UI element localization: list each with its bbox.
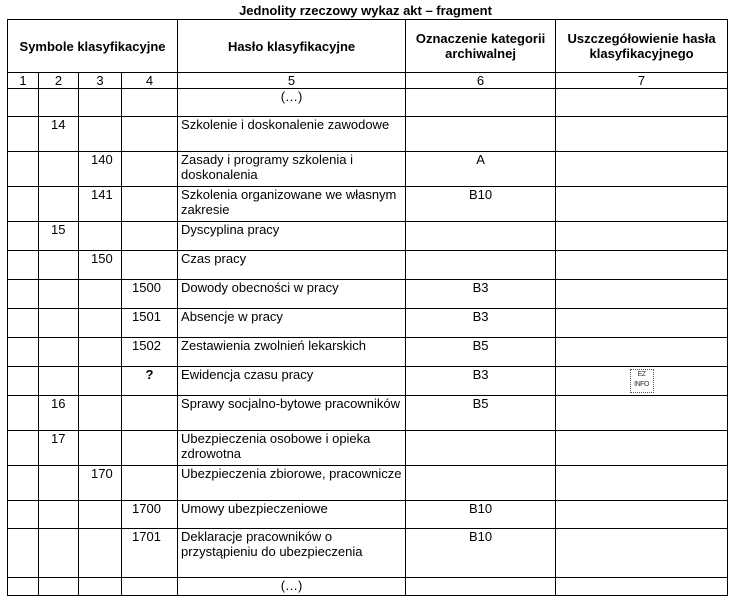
symbol-col3-cell — [79, 89, 122, 117]
symbol-col4-cell — [122, 396, 178, 431]
column-number: 1 — [8, 73, 39, 89]
symbol-col4-cell — [122, 117, 178, 152]
detail-cell — [556, 251, 728, 280]
symbol-col3-cell — [79, 222, 122, 251]
kategoria-cell — [406, 222, 556, 251]
symbol-col2-cell — [39, 89, 79, 117]
symbol-col1-cell — [8, 578, 39, 596]
symbol-col2-cell — [39, 152, 79, 187]
symbol-col4-cell: 1700 — [122, 501, 178, 529]
kategoria-cell: B10 — [406, 501, 556, 529]
ezinfo-icon: EZ INFO — [630, 369, 654, 393]
column-number-row — [8, 73, 728, 89]
symbol-col2-cell — [39, 251, 79, 280]
table-row — [8, 578, 728, 596]
header-kategoria: Oznaczenie kategorii archiwalnej — [406, 20, 556, 73]
table-row — [8, 251, 728, 280]
haslo-cell: Umowy ubezpieczeniowe — [178, 501, 406, 529]
symbol-col2-cell — [39, 501, 79, 529]
symbol-col4-cell — [122, 187, 178, 222]
symbol-col2-cell — [39, 338, 79, 367]
symbol-col3-cell — [79, 367, 122, 396]
symbol-col2-cell — [39, 280, 79, 309]
symbol-col1-cell — [8, 251, 39, 280]
table-row — [8, 529, 728, 578]
kategoria-cell: B10 — [406, 529, 556, 578]
table-row — [8, 367, 728, 396]
symbol-col4-cell: 1500 — [122, 280, 178, 309]
haslo-cell: Czas pracy — [178, 251, 406, 280]
haslo-cell: Deklaracje pracowników o przystąpieniu do ubezpieczenia — [178, 529, 406, 578]
kategoria-cell — [406, 578, 556, 596]
page-title: Jednolity rzeczowy wykaz akt – fragment — [239, 3, 492, 18]
symbol-col2-cell — [39, 367, 79, 396]
detail-cell — [556, 187, 728, 222]
symbol-col3-cell: 170 — [79, 466, 122, 501]
header-haslo: Hasło klasyfikacyjne — [178, 20, 406, 73]
symbol-col4-cell — [122, 578, 178, 596]
symbol-col3-cell — [79, 117, 122, 152]
column-number: 5 — [178, 73, 406, 89]
detail-cell — [556, 280, 728, 309]
table-row — [8, 501, 728, 529]
detail-cell — [556, 117, 728, 152]
symbol-col1-cell — [8, 89, 39, 117]
haslo-cell: Ubezpieczenia osobowe i opieka zdrowotna — [178, 431, 406, 466]
kategoria-cell: B3 — [406, 309, 556, 338]
table-row — [8, 466, 728, 501]
kategoria-cell: B3 — [406, 280, 556, 309]
symbol-col4-cell: 1502 — [122, 338, 178, 367]
symbol-col4-cell — [122, 222, 178, 251]
symbol-col4-cell — [122, 89, 178, 117]
symbol-col3-cell — [79, 578, 122, 596]
table-row — [8, 309, 728, 338]
table-row — [8, 222, 728, 251]
symbol-col1-cell — [8, 152, 39, 187]
symbol-col3-cell — [79, 338, 122, 367]
symbol-col4-cell: 1501 — [122, 309, 178, 338]
kategoria-cell: B5 — [406, 396, 556, 431]
symbol-col4-cell — [122, 251, 178, 280]
detail-cell — [556, 89, 728, 117]
haslo-cell: Ubezpieczenia zbiorowe, pracownicze — [178, 466, 406, 501]
column-number: 3 — [79, 73, 122, 89]
kategoria-cell — [406, 431, 556, 466]
symbol-col2-cell — [39, 578, 79, 596]
symbol-col1-cell — [8, 222, 39, 251]
header-uszczegolowienie: Uszczegółowienie hasła klasyfikacyjnego — [556, 20, 728, 73]
symbol-col2-cell: 14 — [39, 117, 79, 152]
symbol-col4-cell — [122, 431, 178, 466]
symbol-col3-cell — [79, 280, 122, 309]
symbol-col1-cell — [8, 338, 39, 367]
table-row — [8, 338, 728, 367]
haslo-cell: Szkolenie i doskonalenie zawodowe — [178, 117, 406, 152]
symbol-col1-cell — [8, 187, 39, 222]
column-number: 2 — [39, 73, 79, 89]
kategoria-cell — [406, 117, 556, 152]
haslo-cell: Absencje w pracy — [178, 309, 406, 338]
symbol-col2-cell: 15 — [39, 222, 79, 251]
haslo-cell: Zasady i programy szkolenia i doskonalenia — [178, 152, 406, 187]
detail-cell — [556, 501, 728, 529]
symbol-col3-cell — [79, 529, 122, 578]
symbol-col3-cell: 140 — [79, 152, 122, 187]
symbol-col4-cell: 1701 — [122, 529, 178, 578]
symbol-col1-cell — [8, 529, 39, 578]
symbol-col4-cell: ? — [122, 367, 178, 396]
haslo-cell: Zestawienia zwolnień lekarskich — [178, 338, 406, 367]
symbol-col2-cell — [39, 309, 79, 338]
symbol-col2-cell — [39, 529, 79, 578]
detail-cell — [556, 431, 728, 466]
kategoria-cell: A — [406, 152, 556, 187]
symbol-col1-cell — [8, 466, 39, 501]
detail-cell — [556, 309, 728, 338]
detail-cell — [556, 367, 728, 396]
haslo-cell: Ewidencja czasu pracy — [178, 367, 406, 396]
table-row — [8, 396, 728, 431]
symbol-col1-cell — [8, 280, 39, 309]
symbol-col3-cell — [79, 309, 122, 338]
kategoria-cell — [406, 251, 556, 280]
table-row — [8, 280, 728, 309]
detail-cell — [556, 222, 728, 251]
symbol-col1-cell — [8, 117, 39, 152]
detail-cell — [556, 578, 728, 596]
symbol-col1-cell — [8, 431, 39, 466]
symbol-col3-cell: 141 — [79, 187, 122, 222]
detail-cell — [556, 466, 728, 501]
table-row — [8, 187, 728, 222]
symbol-col3-cell: 150 — [79, 251, 122, 280]
column-number: 7 — [556, 73, 728, 89]
table-row — [8, 117, 728, 152]
classification-table — [7, 19, 728, 596]
haslo-cell: Dowody obecności w pracy — [178, 280, 406, 309]
kategoria-cell: B5 — [406, 338, 556, 367]
symbol-col2-cell: 16 — [39, 396, 79, 431]
detail-cell — [556, 338, 728, 367]
symbol-col2-cell: 17 — [39, 431, 79, 466]
kategoria-cell: B3 — [406, 367, 556, 396]
symbol-col4-cell — [122, 152, 178, 187]
symbol-col2-cell — [39, 466, 79, 501]
column-number: 4 — [122, 73, 178, 89]
symbol-col1-cell — [8, 396, 39, 431]
kategoria-cell — [406, 89, 556, 117]
symbol-col4-cell — [122, 466, 178, 501]
detail-cell — [556, 529, 728, 578]
symbol-col1-cell — [8, 501, 39, 529]
symbol-col2-cell — [39, 187, 79, 222]
symbol-col3-cell — [79, 431, 122, 466]
header-row — [8, 20, 728, 73]
haslo-cell: (…) — [178, 578, 406, 596]
symbol-col1-cell — [8, 309, 39, 338]
kategoria-cell — [406, 466, 556, 501]
haslo-cell: Dyscyplina pracy — [178, 222, 406, 251]
symbol-col3-cell — [79, 501, 122, 529]
detail-cell — [556, 396, 728, 431]
table-row — [8, 152, 728, 187]
table-row — [8, 89, 728, 117]
table-row — [8, 431, 728, 466]
haslo-cell: Sprawy socjalno-bytowe pracowników — [178, 396, 406, 431]
kategoria-cell: B10 — [406, 187, 556, 222]
haslo-cell: Szkolenia organizowane we własnym zakresie — [178, 187, 406, 222]
symbol-col3-cell — [79, 396, 122, 431]
symbol-col1-cell — [8, 367, 39, 396]
detail-cell — [556, 152, 728, 187]
header-symbols: Symbole klasyfikacyjne — [8, 20, 178, 73]
haslo-cell: (…) — [178, 89, 406, 117]
column-number: 6 — [406, 73, 556, 89]
